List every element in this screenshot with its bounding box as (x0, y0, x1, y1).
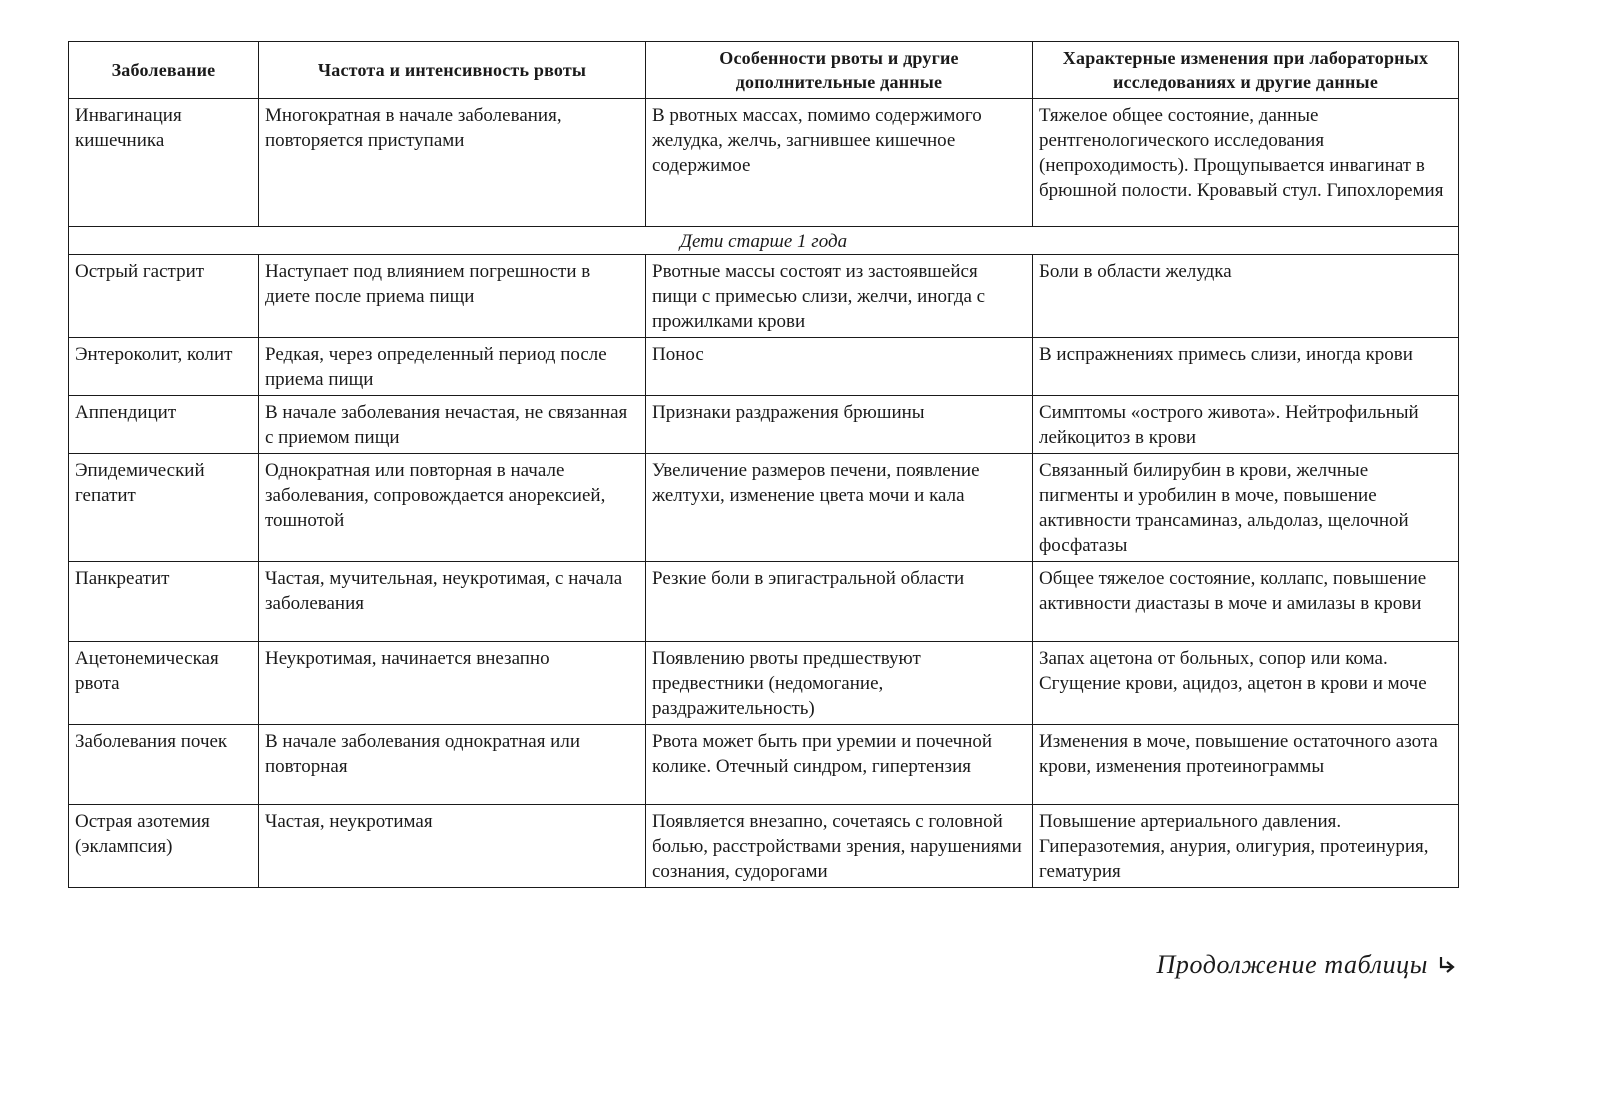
table-row (69, 725, 1459, 805)
cell-disease: Инвагинация кишечника (69, 99, 259, 227)
table-row (69, 396, 1459, 454)
cell-disease: Аппендицит (69, 396, 259, 454)
cell-frequency: Редкая, через определенный период после приема пищи (259, 338, 646, 396)
cell-features: Понос (646, 338, 1033, 396)
cell-lab-changes: Связанный билирубин в крови, желчные пигменты и уробилин в моче, повышение активности трансаминаз, альдолаз, щелочной фосфатазы (1033, 454, 1459, 562)
table-row (69, 338, 1459, 396)
cell-disease: Острый гастрит (69, 255, 259, 338)
continuation-label: Продолжение таблицы (1156, 950, 1428, 979)
cell-features: Признаки раздражения брюшины (646, 396, 1033, 454)
table-row (69, 642, 1459, 725)
header-frequency: Частота и интенсивность рвоты (259, 42, 646, 99)
cell-frequency: Частая, неукротимая (259, 805, 646, 888)
cell-lab-changes: Запах ацетона от больных, сопор или кома. Сгущение крови, ацидоз, ацетон в крови и моче (1033, 642, 1459, 725)
symptom-table (68, 41, 1459, 888)
table-row (69, 562, 1459, 642)
cell-frequency: Наступает под влиянием погрешности в диете после приема пищи (259, 255, 646, 338)
cell-lab-changes: Боли в области желудка (1033, 255, 1459, 338)
section-label: Дети старше 1 года (69, 227, 1459, 255)
cell-lab-changes: Повышение артериального давления. Гиперазотемия, анурия, олигурия, протеинурия, гематурия (1033, 805, 1459, 888)
hooked-arrow-icon (1436, 954, 1458, 976)
table-row (69, 805, 1459, 888)
cell-features: Появлению рвоты предшествуют предвестники (недомогание, раздражительность) (646, 642, 1033, 725)
header-disease: Заболевание (69, 42, 259, 99)
cell-disease: Ацетонемическая рвота (69, 642, 259, 725)
cell-disease: Энтероколит, колит (69, 338, 259, 396)
cell-features: В рвотных массах, помимо содержимого желудка, желчь, загнившее кишечное содержимое (646, 99, 1033, 227)
header-lab-changes: Характерные изменения при лабораторных исследованиях и другие данные (1033, 42, 1459, 99)
cell-lab-changes: Тяжелое общее состояние, данные рентгенологического исследования (непроходимость). Прощупывается инвагинат в брюшной полости. Кровавый стул. Гипохлоремия (1033, 99, 1459, 227)
cell-frequency: Частая, мучительная, неукротимая, с начала заболевания (259, 562, 646, 642)
cell-lab-changes: Симптомы «острого живота». Нейтрофильный лейкоцитоз в крови (1033, 396, 1459, 454)
table-row (69, 454, 1459, 562)
cell-features: Резкие боли в эпигастральной области (646, 562, 1033, 642)
table-body (69, 99, 1459, 888)
cell-features: Увеличение размеров печени, появление желтухи, изменение цвета мочи и кала (646, 454, 1033, 562)
cell-features: Рвота может быть при уремии и почечной колике. Отечный синдром, гипертензия (646, 725, 1033, 805)
table-row (69, 255, 1459, 338)
cell-disease: Острая азотемия (эклампсия) (69, 805, 259, 888)
cell-features: Рвотные массы состоят из застоявшейся пищи с примесью слизи, желчи, иногда с прожилками крови (646, 255, 1033, 338)
cell-lab-changes: Общее тяжелое состояние, коллапс, повышение активности диастазы в моче и амилазы в крови (1033, 562, 1459, 642)
cell-features: Появляется внезапно, сочетаясь с головной болью, расстройствами зрения, нарушениями сознания, судорогами (646, 805, 1033, 888)
cell-frequency: Многократная в начале заболевания, повторяется приступами (259, 99, 646, 227)
section-row (69, 227, 1459, 255)
cell-disease: Эпидемический гепатит (69, 454, 259, 562)
header-features: Особенности рвоты и другие дополнительные данные (646, 42, 1033, 99)
cell-frequency: В начале заболевания нечастая, не связанная с приемом пищи (259, 396, 646, 454)
cell-frequency: В начале заболевания однократная или повторная (259, 725, 646, 805)
table-header-row (69, 42, 1459, 99)
cell-lab-changes: В испражнениях примесь слизи, иногда крови (1033, 338, 1459, 396)
cell-disease: Заболевания почек (69, 725, 259, 805)
continuation-note (1157, 950, 1458, 980)
cell-frequency: Однократная или повторная в начале заболевания, сопровождается анорексией, тошнотой (259, 454, 646, 562)
table-row (69, 99, 1459, 227)
cell-disease: Панкреатит (69, 562, 259, 642)
cell-frequency: Неукротимая, начинается внезапно (259, 642, 646, 725)
cell-lab-changes: Изменения в моче, повышение остаточного азота крови, изменения протеинограммы (1033, 725, 1459, 805)
